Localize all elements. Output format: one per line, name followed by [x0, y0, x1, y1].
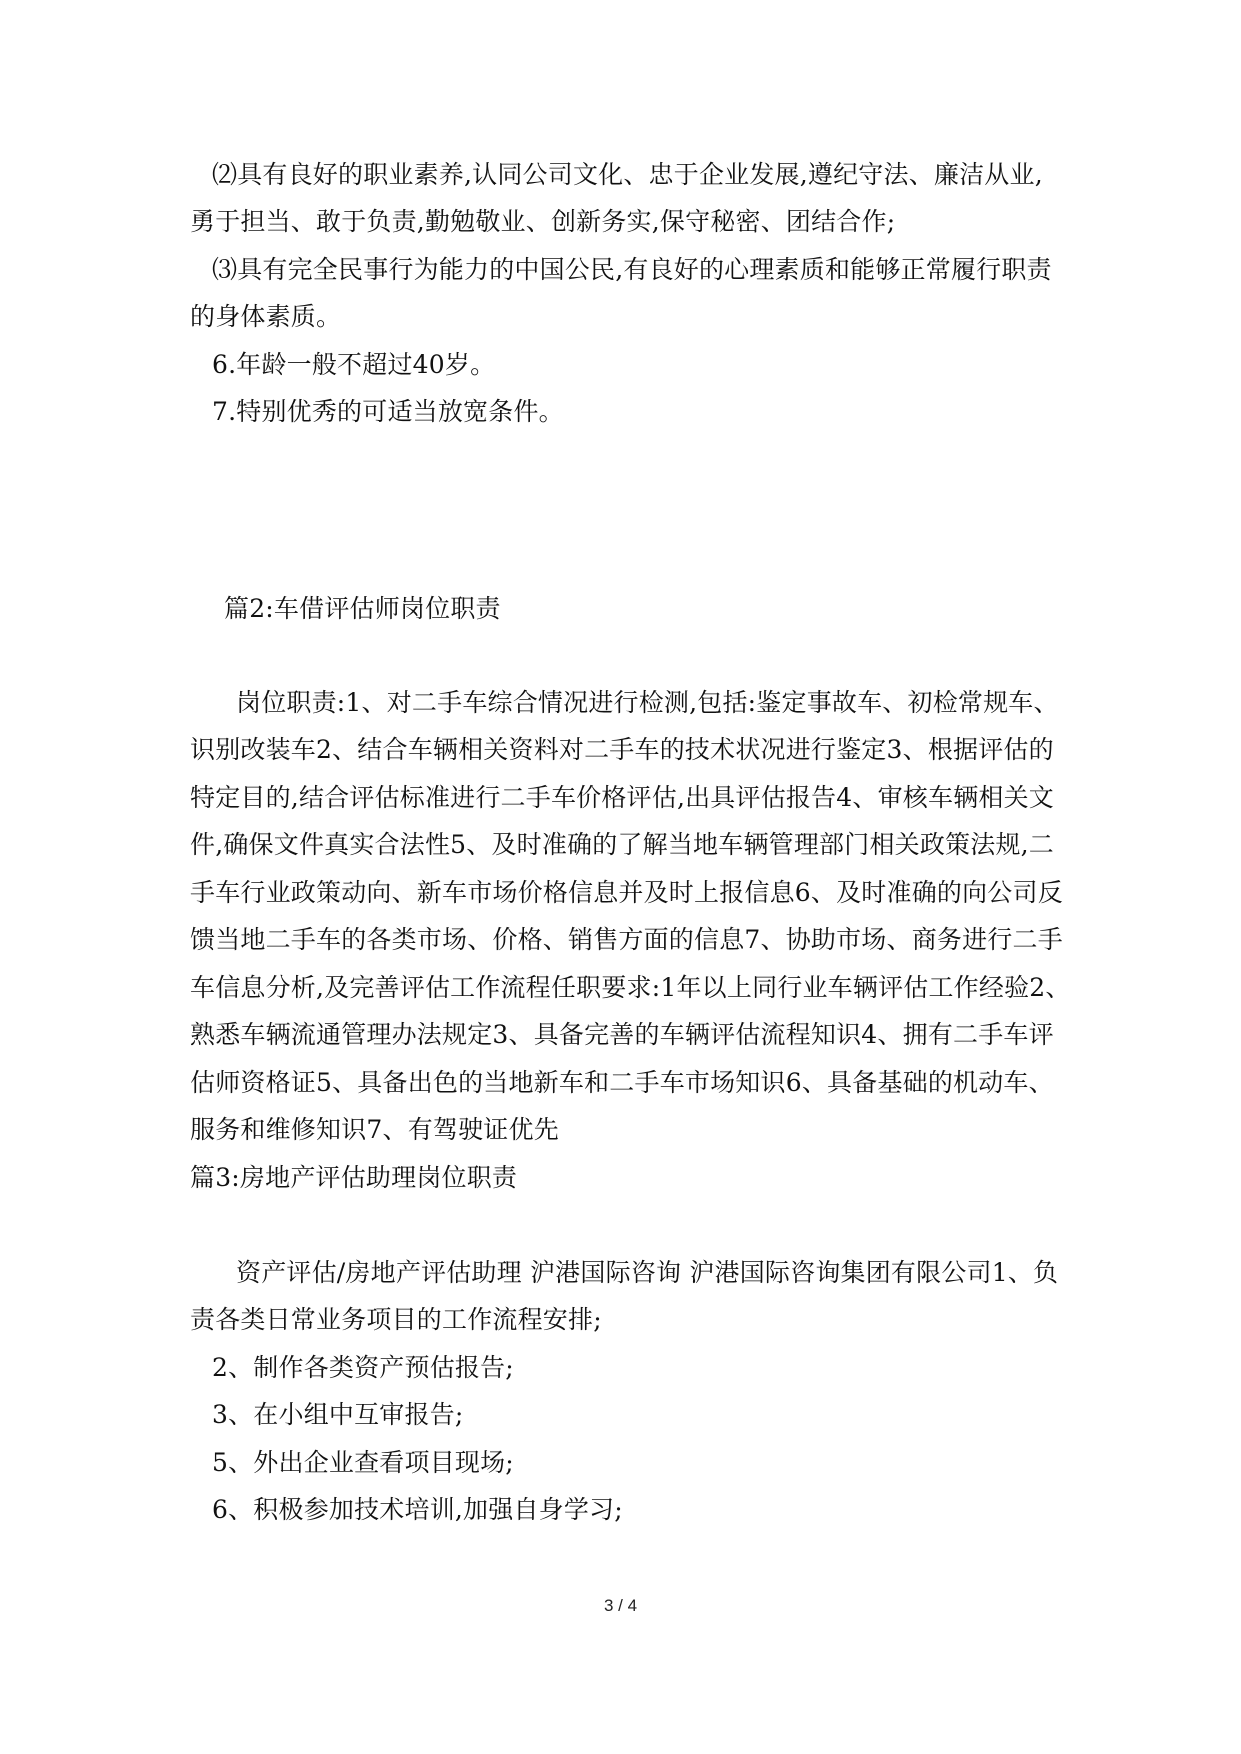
section-2-line-2: 识别改装车2、结合车辆相关资料对二手车的技术状况进行鉴定3、根据评估的 — [190, 735, 1054, 764]
paragraph-item-7: 7.特别优秀的可适当放宽条件。 — [212, 397, 564, 426]
paragraph-item-3-line-2: 的身体素质。 — [190, 302, 342, 331]
section-2-line-9: 估师资格证5、具备出色的当地新车和二手车市场知识6、具备基础的机动车、 — [190, 1068, 1054, 1097]
section-2-line-3: 特定目的,结合评估标准进行二手车价格评估,出具评估报告4、审核车辆相关文 — [190, 783, 1055, 812]
section-3-item-5: 5、外出企业查看项目现场; — [212, 1448, 514, 1477]
section-2-heading: 篇2:车借评估师岗位职责 — [224, 594, 501, 623]
paragraph-item-2-line-2: 勇于担当、敢于负责,勤勉敬业、创新务实,保守秘密、团结合作; — [190, 207, 896, 236]
section-3-intro-line-2: 责各类日常业务项目的工作流程安排; — [190, 1305, 602, 1334]
section-2-line-10: 服务和维修知识7、有驾驶证优先 — [190, 1115, 559, 1144]
section-3-item-6: 6、积极参加技术培训,加强自身学习; — [212, 1495, 623, 1524]
section-3-item-3: 3、在小组中互审报告; — [212, 1400, 464, 1429]
section-2-line-5: 手车行业政策动向、新车市场价格信息并及时上报信息6、及时准确的向公司反 — [190, 878, 1063, 907]
section-3-heading: 篇3:房地产评估助理岗位职责 — [190, 1163, 518, 1192]
paragraph-item-3-line-1: ⑶具有完全民事行为能力的中国公民,有良好的心理素质和能够正常履行职责 — [212, 255, 1052, 284]
paragraph-item-6: 6.年龄一般不超过40岁。 — [212, 350, 496, 379]
section-2-line-6: 馈当地二手车的各类市场、价格、销售方面的信息7、协助市场、商务进行二手 — [190, 925, 1063, 954]
paragraph-item-2-line-1: ⑵具有良好的职业素养,认同公司文化、忠于企业发展,遵纪守法、廉洁从业, — [212, 160, 1043, 189]
section-2-line-8: 熟悉车辆流通管理办法规定3、具备完善的车辆评估流程知识4、拥有二手车评 — [190, 1020, 1054, 1049]
section-3-intro-line-1: 资产评估/房地产评估助理 沪港国际咨询 沪港国际咨询集团有限公司1、负 — [236, 1258, 1059, 1287]
section-2-line-7: 车信息分析,及完善评估工作流程任职要求:1年以上同行业车辆评估工作经验2、 — [190, 973, 1071, 1002]
page-number: 3 / 4 — [603, 1596, 638, 1615]
section-3-item-2: 2、制作各类资产预估报告; — [212, 1353, 514, 1382]
section-2-line-4: 件,确保文件真实合法性5、及时准确的了解当地车辆管理部门相关政策法规,二 — [190, 830, 1055, 859]
section-2-line-1: 岗位职责:1、对二手车综合情况进行检测,包括:鉴定事故车、初检常规车、 — [236, 688, 1059, 717]
